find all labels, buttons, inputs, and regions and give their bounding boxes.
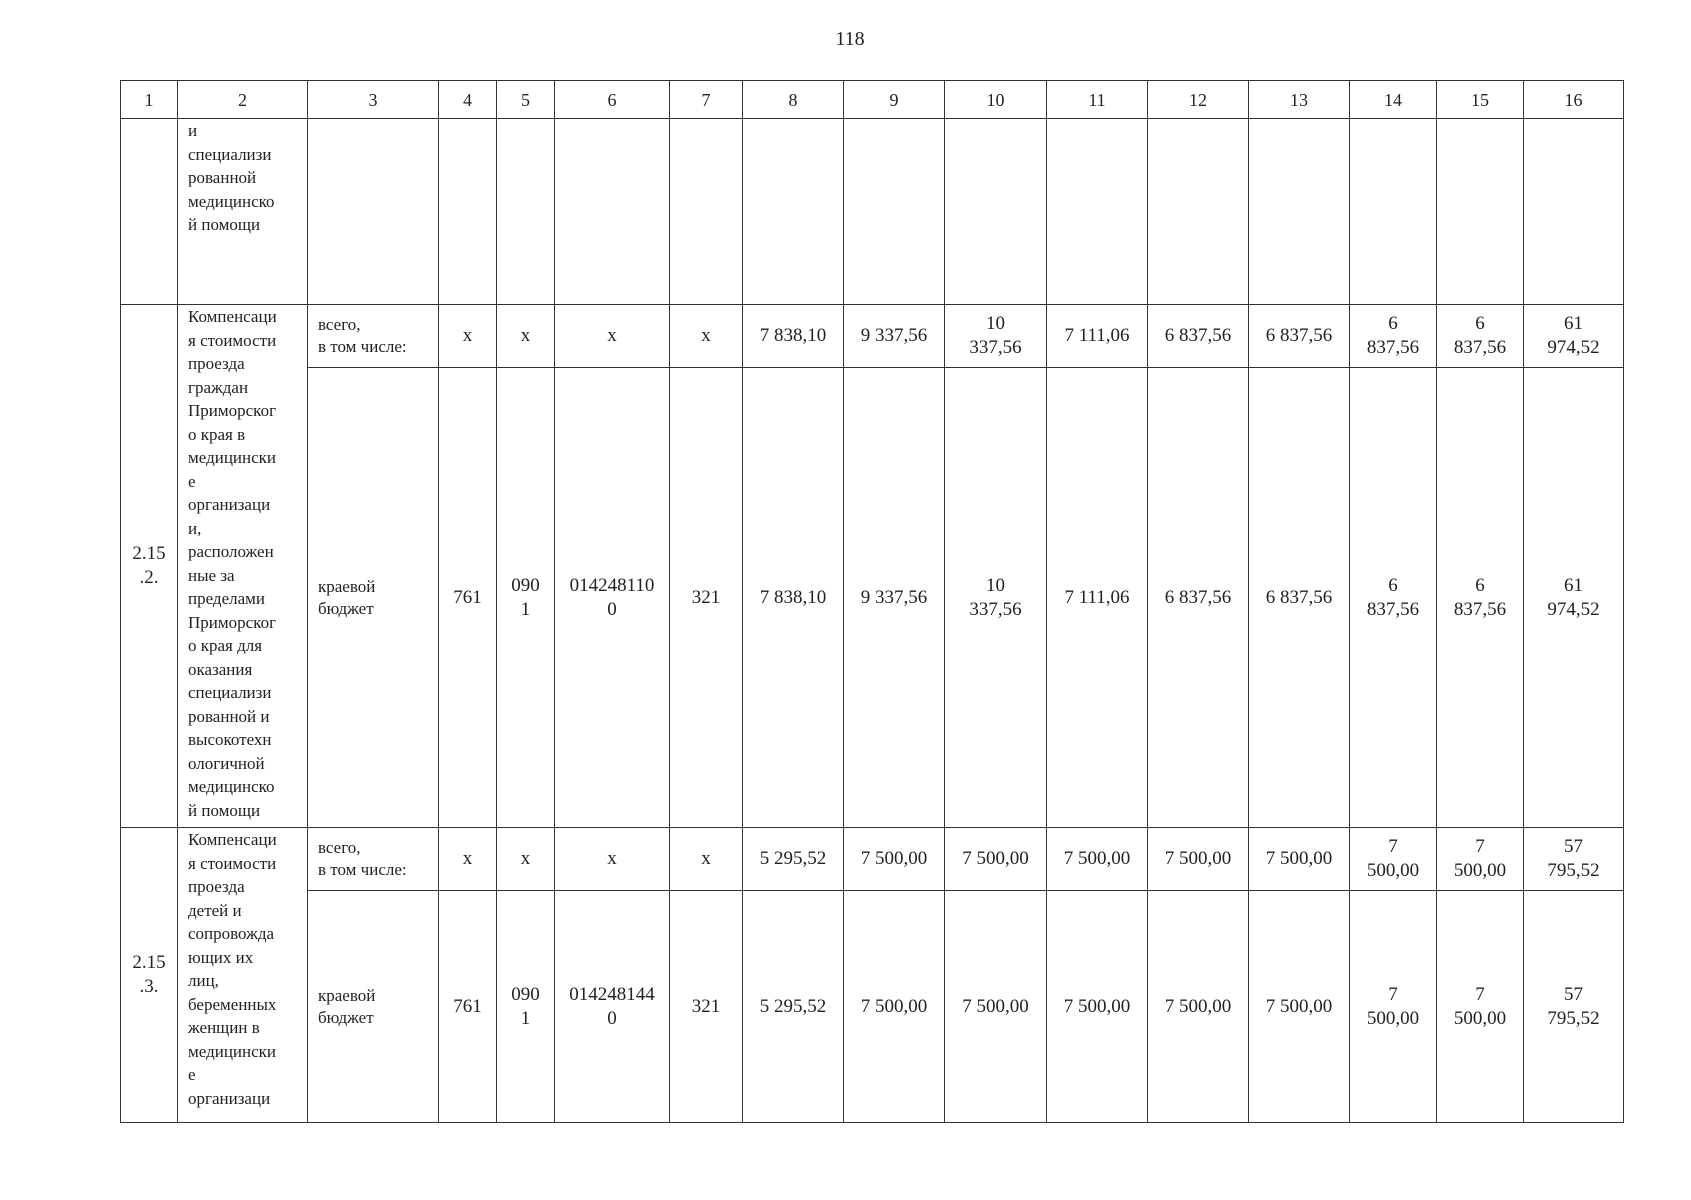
table-cell xyxy=(1350,119,1437,305)
col-header: 15 xyxy=(1437,81,1524,119)
description-cell xyxy=(178,119,308,305)
table-cell: x xyxy=(670,305,743,368)
table-cell xyxy=(1437,119,1524,305)
table-cell: x xyxy=(555,828,670,891)
table-cell: 321 xyxy=(670,891,743,1123)
description-text: и специализи рованной медицинско й помощи xyxy=(188,121,275,234)
table-cell: 7 500,00 xyxy=(1047,828,1148,891)
table-row xyxy=(121,305,1624,368)
table-cell xyxy=(945,119,1047,305)
budget-table xyxy=(120,80,1624,1123)
col-header: 11 xyxy=(1047,81,1148,119)
table-cell: 7 500,00 xyxy=(1437,891,1524,1123)
table-cell xyxy=(439,119,497,305)
table-cell: 57 795,52 xyxy=(1524,828,1624,891)
table-cell: 6 837,56 xyxy=(1437,305,1524,368)
table-cell: 7 500,00 xyxy=(1249,828,1350,891)
table-cell: 761 xyxy=(439,891,497,1123)
col-header: 6 xyxy=(555,81,670,119)
table-cell: 7 500,00 xyxy=(1148,891,1249,1123)
col-header: 3 xyxy=(308,81,439,119)
col-header: 1 xyxy=(121,81,178,119)
col-header: 12 xyxy=(1148,81,1249,119)
table-cell: 7 500,00 xyxy=(1437,828,1524,891)
col-header: 4 xyxy=(439,81,497,119)
table-cell xyxy=(1524,119,1624,305)
table-cell: 10 337,56 xyxy=(945,368,1047,828)
table-cell: 6 837,56 xyxy=(1148,368,1249,828)
table-cell xyxy=(844,119,945,305)
table-cell: 761 xyxy=(439,368,497,828)
table-cell xyxy=(670,119,743,305)
table-cell: 10 337,56 xyxy=(945,305,1047,368)
table-cell: 6 837,56 xyxy=(1148,305,1249,368)
funding-source-cell: краевой бюджет xyxy=(308,368,439,828)
table-cell xyxy=(1249,119,1350,305)
table-cell: x xyxy=(555,305,670,368)
col-header: 7 xyxy=(670,81,743,119)
table-cell: 7 500,00 xyxy=(1047,891,1148,1123)
table-cell xyxy=(497,119,555,305)
table-cell: 61 974,52 xyxy=(1524,368,1624,828)
table-cell: 7 111,06 xyxy=(1047,368,1148,828)
table-cell: 61 974,52 xyxy=(1524,305,1624,368)
col-header: 14 xyxy=(1350,81,1437,119)
funding-source-cell: всего, в том числе: xyxy=(308,305,439,368)
table-cell: 57 795,52 xyxy=(1524,891,1624,1123)
table-row xyxy=(121,891,1624,1123)
table-cell: 014248110 0 xyxy=(555,368,670,828)
table-cell: x xyxy=(497,828,555,891)
page-number: 118 xyxy=(835,28,865,50)
col-header: 5 xyxy=(497,81,555,119)
description-cell xyxy=(178,828,308,1123)
table-cell: 7 111,06 xyxy=(1047,305,1148,368)
description-text: Компенсаци я стоимости проезда граждан Приморског о края в медицински е организаци и, расположен ные за пределами Приморског о края для оказания специализи рованной и высокотехн ологичной медицинско й помощи xyxy=(188,307,277,820)
table-cell: 6 837,56 xyxy=(1350,368,1437,828)
table-cell: 014248144 0 xyxy=(555,891,670,1123)
table-cell: x xyxy=(670,828,743,891)
table-cell: 090 1 xyxy=(497,891,555,1123)
table-cell: x xyxy=(439,305,497,368)
table-row xyxy=(121,368,1624,828)
table-cell xyxy=(308,119,439,305)
col-header: 16 xyxy=(1524,81,1624,119)
table-cell: 321 xyxy=(670,368,743,828)
table-cell: 7 500,00 xyxy=(844,828,945,891)
table-cell: 6 837,56 xyxy=(1249,368,1350,828)
table-cell: 5 295,52 xyxy=(743,828,844,891)
table-cell: 7 500,00 xyxy=(1350,828,1437,891)
table-cell: 9 337,56 xyxy=(844,368,945,828)
table-cell: 7 838,10 xyxy=(743,368,844,828)
row-number: 2.15 .2. xyxy=(132,543,166,588)
col-header: 13 xyxy=(1249,81,1350,119)
col-header: 9 xyxy=(844,81,945,119)
description-cell xyxy=(178,305,308,828)
table-cell xyxy=(1148,119,1249,305)
table-cell: 6 837,56 xyxy=(1437,368,1524,828)
table-cell: 7 500,00 xyxy=(1148,828,1249,891)
table-cell: 6 837,56 xyxy=(1249,305,1350,368)
table-cell: 7 500,00 xyxy=(844,891,945,1123)
table-cell: 9 337,56 xyxy=(844,305,945,368)
table-cell xyxy=(1047,119,1148,305)
table-cell: 6 837,56 xyxy=(1350,305,1437,368)
table-row xyxy=(121,828,1624,891)
row-number-cell xyxy=(121,119,178,305)
table-row xyxy=(121,119,1624,305)
row-number-cell xyxy=(121,305,178,828)
funding-source-cell: краевой бюджет xyxy=(308,891,439,1123)
description-text: Компенсаци я стоимости проезда детей и сопровожда ющих их лиц, беременных женщин в медицински е организаци xyxy=(188,830,277,1108)
table-cell: 7 500,00 xyxy=(945,891,1047,1123)
table-cell: x xyxy=(439,828,497,891)
row-number-cell xyxy=(121,828,178,1123)
table-cell: x xyxy=(497,305,555,368)
row-number: 2.15 .3. xyxy=(132,952,166,997)
table-cell: 090 1 xyxy=(497,368,555,828)
funding-source-cell: всего, в том числе: xyxy=(308,828,439,891)
table-cell: 7 500,00 xyxy=(1350,891,1437,1123)
table-cell: 5 295,52 xyxy=(743,891,844,1123)
column-number-row xyxy=(121,81,1624,119)
table-cell xyxy=(743,119,844,305)
col-header: 10 xyxy=(945,81,1047,119)
table-cell: 7 838,10 xyxy=(743,305,844,368)
col-header: 8 xyxy=(743,81,844,119)
table-cell: 7 500,00 xyxy=(945,828,1047,891)
table-cell: 7 500,00 xyxy=(1249,891,1350,1123)
col-header: 2 xyxy=(178,81,308,119)
table-cell xyxy=(555,119,670,305)
